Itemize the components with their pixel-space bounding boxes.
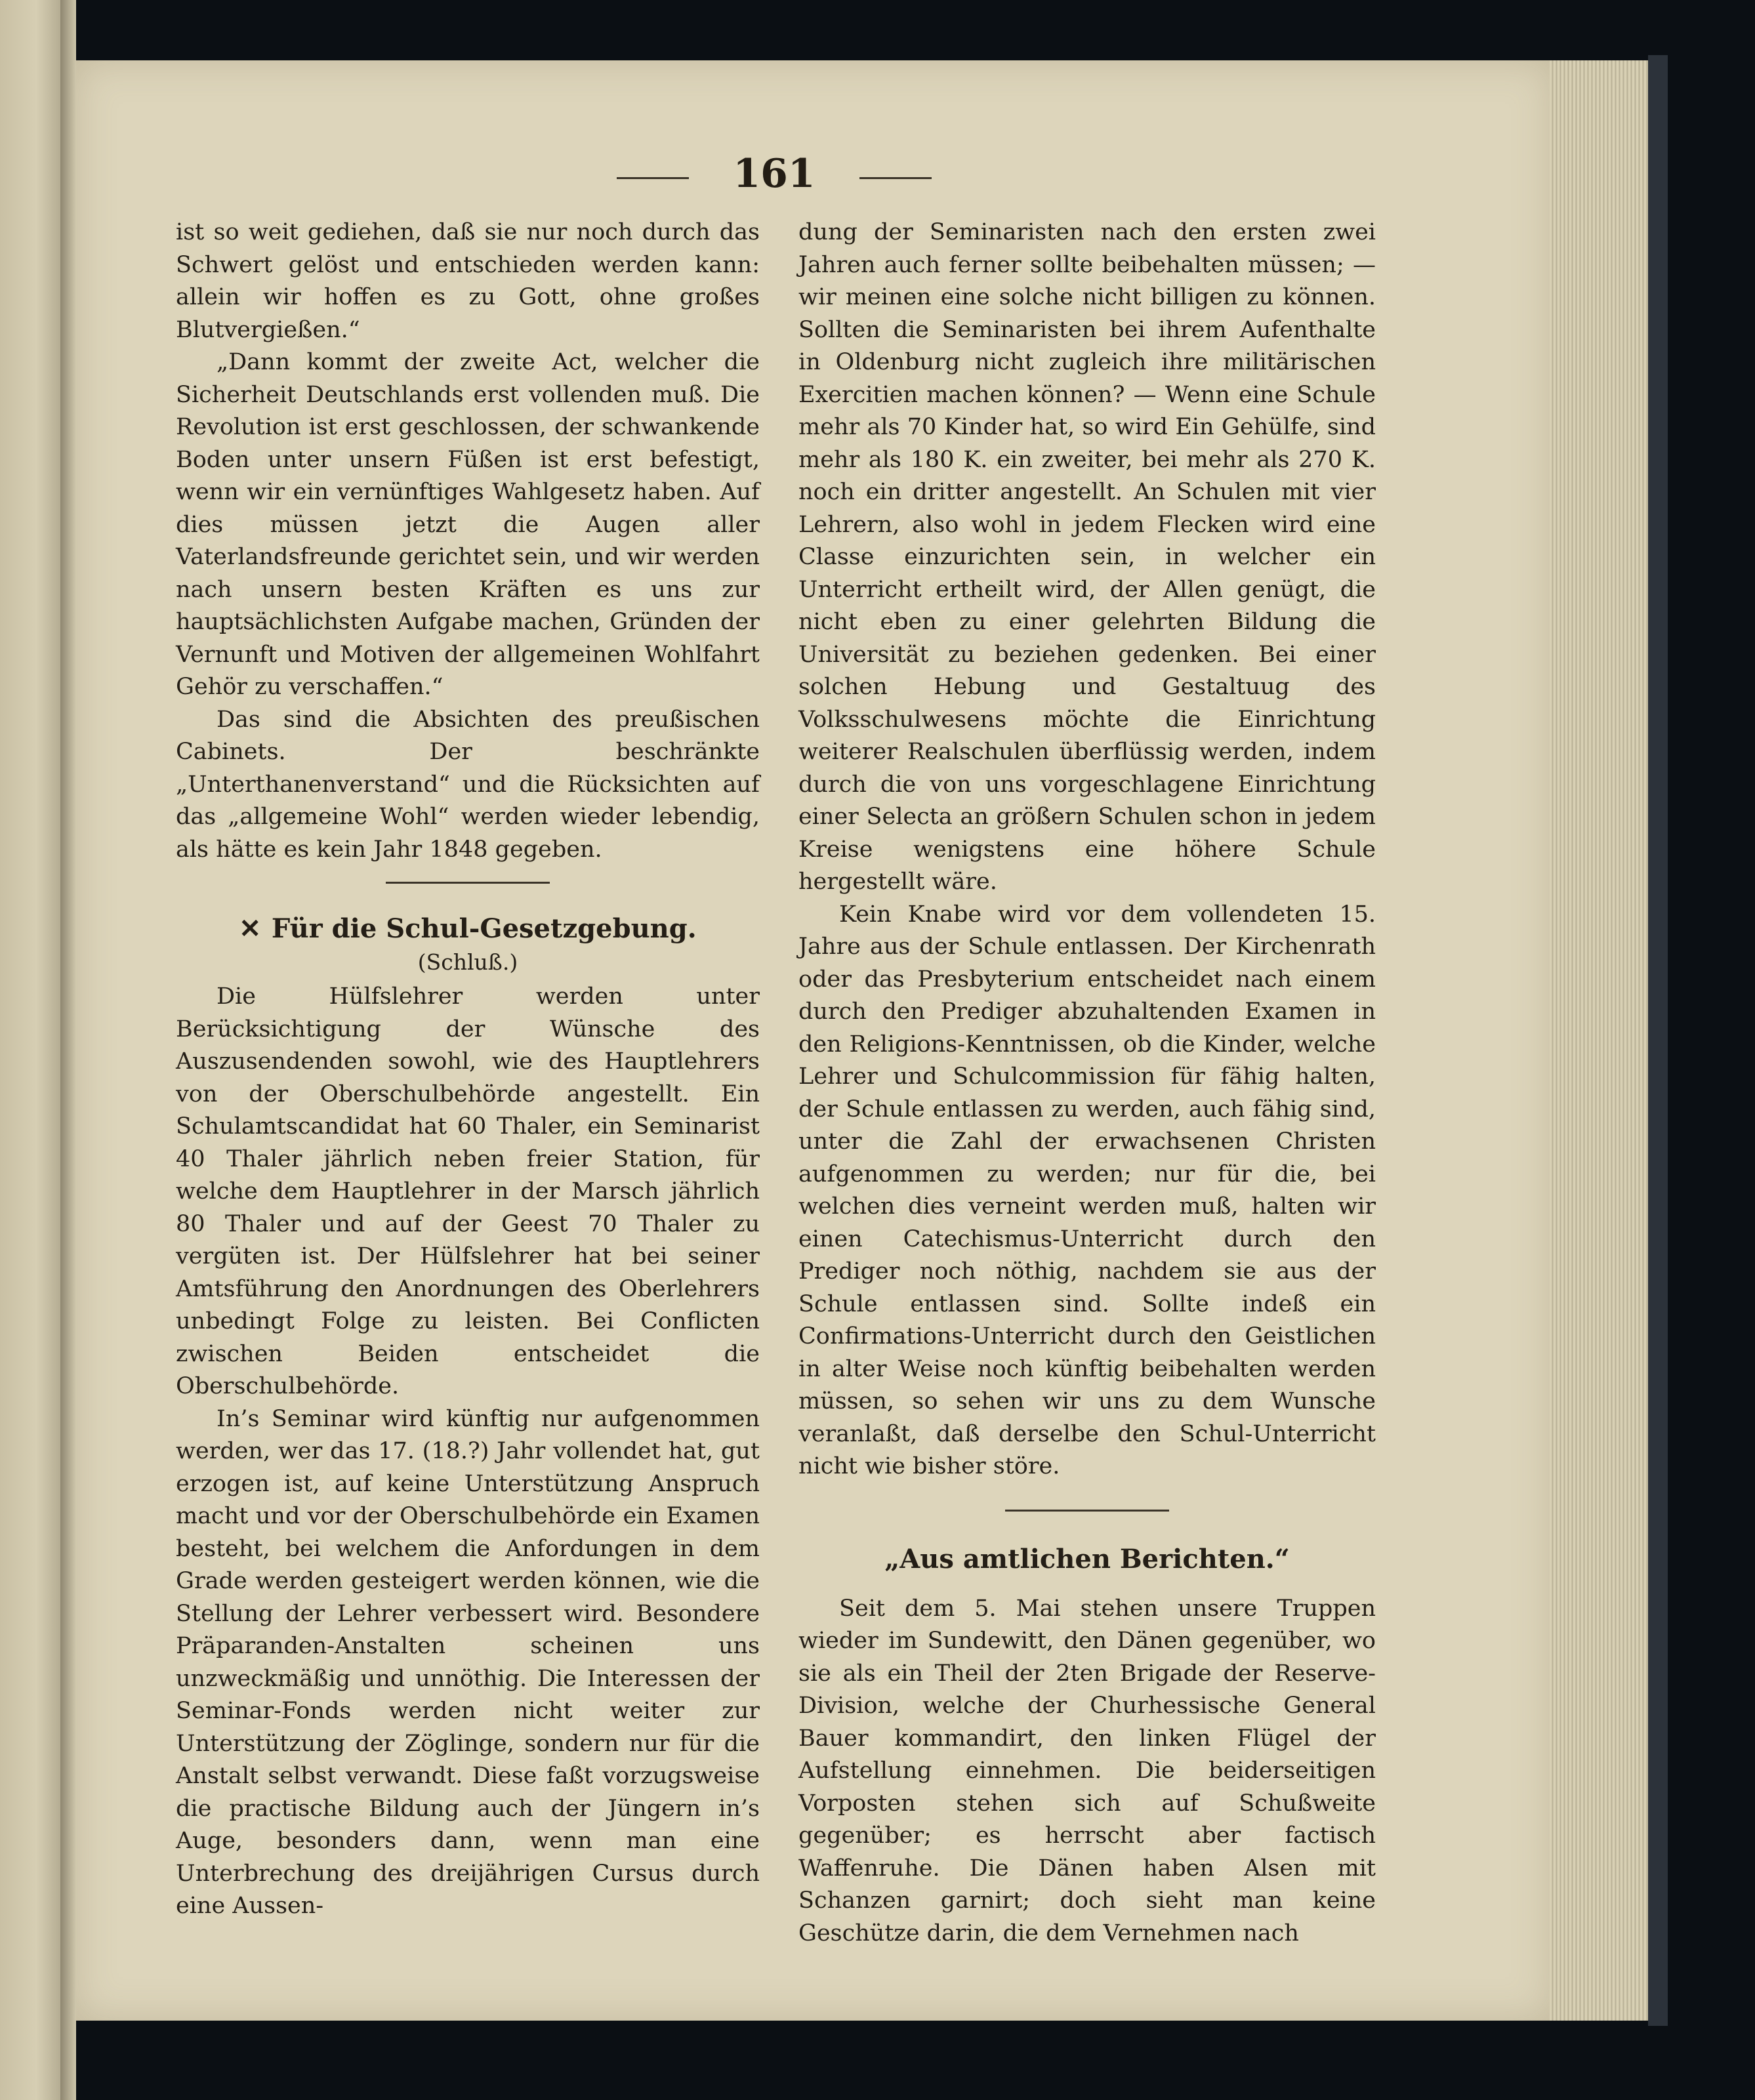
section-mark: ✕	[239, 913, 261, 944]
paragraph: „Dann kommt der zweite Act, welcher die Sicherheit Deutschlands erst vollenden muß. Die Revolution ist erst geschlossen, der schwankende Boden unter unsern Füßen ist erst befestigt, wenn wir ein vernünftiges Wahlgesetz haben. Auf dies müssen jetzt die Augen aller Vaterlandsfreunde gerichtet sein, und wir werden nach unsern besten Kräften es uns zur hauptsächlichsten Aufgabe machen, Gründen der Vernunft und Motiven der allgemeinen Wohlfahrt Gehör zu verschaffen.“	[176, 349, 760, 700]
paragraph: Die Hülfslehrer werden unter Berücksichtigung der Wünsche des Auszusendenden sowohl, wie des Hauptlehrers von der Oberschulbehörde angestellt. Ein Schulamtscandidat hat 60 Thaler, ein Seminarist 40 Thaler jährlich neben freier Station, für welche dem Hauptlehrer in der Marsch jährlich 80 Thaler und auf der Geest 70 Thaler zu vergüten ist. Der Hülfslehrer hat bei seiner Amtsführung den Anordnungen des Oberlehrers unbedingt Folge zu leisten. Bei Conflicten zwischen Beiden entscheidet die Oberschulbehörde.	[176, 983, 760, 1399]
left-page-edge	[0, 0, 60, 2100]
section-title: „Aus amtlichen Berichten.“	[884, 1543, 1290, 1575]
section-subtitle: (Schluß.)	[417, 949, 518, 975]
paragraph: ist so weit gediehen, daß sie nur noch durch das Schwert gelöst und entschieden werden kann: allein wir hoffen es zu Gott, ohne großes Blutvergießen.“	[176, 219, 760, 343]
paragraph: Seit dem 5. Mai stehen unsere Truppen wieder im Sundewitt, den Dänen gegenüber, wo sie als ein Theil der 2ten Brigade der Reserve-Division, welche der Churhessische General Bauer kommandirt, den linken Flügel der Aufstellung einnehmen. Die beiderseitigen Vorposten stehen sich auf Schußweite gegenüber; es herrscht aber factisch Waffenruhe. Die Dänen haben Alsen mit Schanzen garnirt; doch sieht man keine Geschütze darin, die dem Vernehmen nach	[798, 1595, 1376, 1946]
section-heading	[176, 910, 760, 948]
section-title: Für die Schul-Gesetzgebung.	[271, 913, 697, 944]
right-column	[798, 216, 1376, 1950]
book-cover	[1648, 55, 1668, 2026]
page-header	[617, 151, 932, 197]
section-divider	[386, 882, 550, 884]
paragraph: Kein Knabe wird vor dem vollendeten 15. Jahre aus der Schule entlassen. Der Kirchenrath oder das Presbyterium entscheidet nach einem durch den Prediger abzuhaltenden Examen in den Religions-Kenntnissen, ob die Kinder, welche Lehrer und Schulcommission für fähig halten, der Schule entlassen zu werden, auch fähig sind, unter die Zahl der erwachsenen Christen aufgenommen zu werden; nur für die, bei welchen dies verneint werden muß, halten wir einen Catechismus-Unterricht durch den Prediger noch nöthig, nachdem sie aus der Schule entlassen sind. Sollte indeß ein Confirmations-Unterricht durch den Geistlichen in alter Weise noch künftig beibehalten werden müssen, so sehen wir uns zu dem Wunsche veranlaßt, daß derselbe den Schul-Unterricht nicht wie bisher störe.	[798, 901, 1376, 1479]
book-gutter	[60, 0, 76, 2100]
header-rule-right	[859, 177, 932, 179]
paragraph: Das sind die Absichten des preußischen Cabinets. Der beschränkte „Unterthanenverstand“ und die Rücksichten auf das „allgemeine Wohl“ werden wieder lebendig, als hätte es kein Jahr 1848 gegeben.	[176, 706, 760, 863]
page-number: 161	[733, 151, 816, 197]
paragraph: In’s Seminar wird künftig nur aufgenommen werden, wer das 17. (18.?) Jahr vollendet hat, gut erzogen ist, auf keine Unterstützung Anspruch macht und vor der Oberschulbehörde ein Examen besteht, bei welchem die Anfordungen in dem Grade werden gesteigert werden können, wie die Stellung der Lehrer verbessert wird. Besondere Präparanden-Anstalten scheinen uns unzweckmäßig und unnöthig. Die Interessen der Seminar-Fonds werden nicht weiter zur Unterstützung der Zöglinge, sondern nur für die Anstalt selbst verwandt. Diese faßt vorzugsweise die practische Bildung auch der Jüngern in’s Auge, besonders dann, wenn man eine Unterbrechung des dreijährigen Cursus durch eine Aussen-	[176, 1405, 760, 1919]
left-column	[176, 216, 760, 1923]
header-rule-left	[617, 177, 689, 179]
section-divider	[1005, 1510, 1169, 1512]
paragraph: dung der Seminaristen nach den ersten zwei Jahren auch ferner sollte beibehalten müssen; — wir meinen eine solche nicht billigen zu können. Sollten die Seminaristen bei ihrem Aufenthalte in Oldenburg nicht zugleich ihre militärischen Exercitien machen können? — Wenn eine Schule mehr als 70 Kinder hat, so wird Ein Gehülfe, sind mehr als 180 K. ein zweiter, bei mehr als 270 K. noch ein dritter angestellt. An Schulen mit vier Lehrern, also wohl in jedem Flecken wird eine Classe einzurichten sein, in welcher ein Unterricht ertheilt wird, der Allen genügt, die nicht eben zu einer gelehrten Bildung die Universität zu beziehen gedenken. Bei einer solchen Hebung und Gestaltuug des Volksschulwesens möchte die Einrichtung weiterer Realschulen überflüssig werden, indem durch die von uns vorgeschlagene Einrichtung einer Selecta an größern Schulen schon in jedem Kreise wenigstens eine höhere Schule hergestellt wäre.	[798, 219, 1376, 895]
page-edges	[1550, 60, 1648, 2021]
